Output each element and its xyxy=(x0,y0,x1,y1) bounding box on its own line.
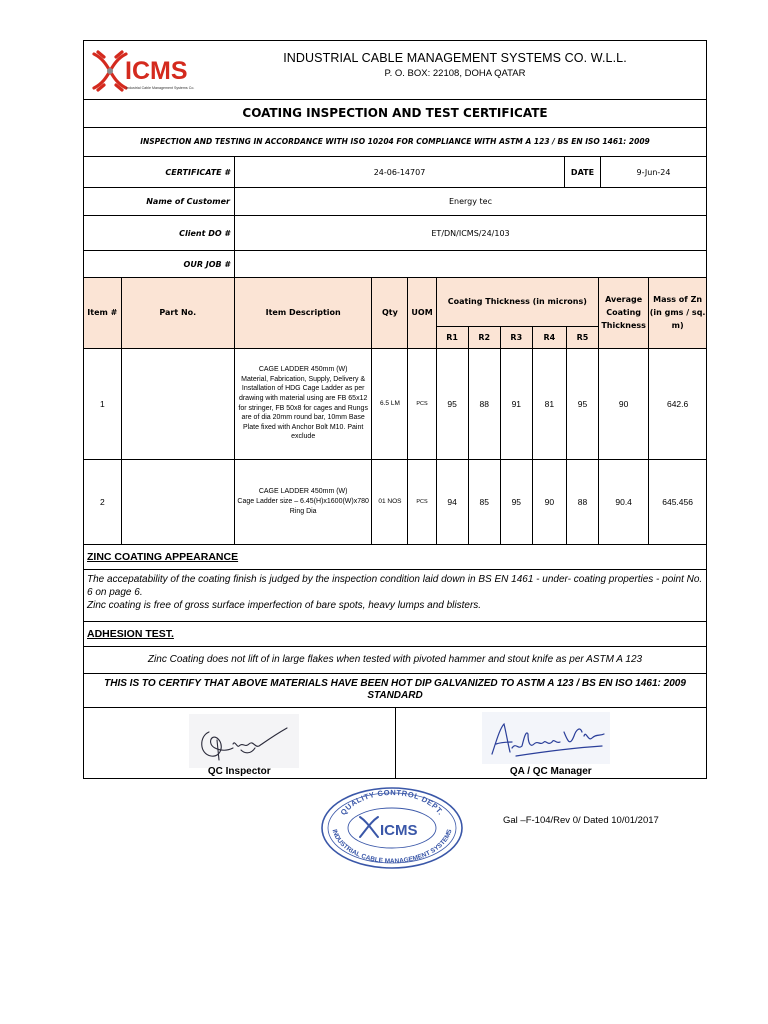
cell-r1: 95 xyxy=(436,348,468,459)
standard-statement: INSPECTION AND TESTING IN ACCORDANCE WITH ISO 10204 FOR COMPLIANCE WITH ASTM A 123 / BS EN ISO 1461: 2009 xyxy=(84,128,706,157)
cell-mass: 642.6 xyxy=(649,348,706,459)
customer-label: Name of Customer xyxy=(84,188,235,215)
letterhead xyxy=(84,41,706,100)
qc-inspector-box xyxy=(84,708,396,778)
items-section xyxy=(84,278,706,545)
our-job-row xyxy=(84,251,706,278)
company-address: P. O. BOX: 22108, DOHA QATAR xyxy=(384,68,526,79)
header-r3: R3 xyxy=(500,326,532,348)
certificate-number: 24-06-14707 xyxy=(235,157,565,187)
header-item: Item # xyxy=(84,278,121,348)
qa-qc-manager-box xyxy=(396,708,707,778)
client-do-value: ET/DN/ICMS/24/103 xyxy=(431,228,510,238)
qc-inspector-label: QC Inspector xyxy=(207,766,271,777)
stamp-bottom-text: INDUSTRIAL CABLE MANAGEMENT SYSTEMS xyxy=(330,828,454,866)
logo-text: ICMS xyxy=(125,57,188,85)
zinc-coating-text-1: The accepatability of the coating finish is judged by the inspection condition laid down in BS EN 1461 - under- coating properties - point No. 6 on page 6. xyxy=(87,574,703,598)
items-table xyxy=(84,278,706,544)
cell-r3: 95 xyxy=(500,459,532,544)
qc-inspector-signature xyxy=(189,714,299,768)
date-value: 9-Jun-24 xyxy=(636,167,671,177)
header-r4: R4 xyxy=(532,326,566,348)
certificate-label: CERTIFICATE # xyxy=(84,157,235,187)
stamp-top-text: QUALITY CONTROL DEPT. xyxy=(338,787,446,817)
our-job-value xyxy=(235,251,706,277)
header-average: Average Coating Thickness xyxy=(599,278,649,348)
header-part-no: Part No. xyxy=(121,278,234,348)
quality-control-stamp xyxy=(318,785,466,871)
cell-average: 90.4 xyxy=(599,459,649,544)
cell-r3: 91 xyxy=(500,348,532,459)
client-do-row xyxy=(84,216,706,251)
certificate-row xyxy=(84,157,706,188)
customer-row xyxy=(84,188,706,216)
stamp-logo-mark xyxy=(360,817,378,837)
cell-qty: 01 NOS xyxy=(372,459,408,544)
description-title: CAGE LADDER 450mm (W) xyxy=(258,488,348,496)
signature-row xyxy=(84,708,706,778)
stamp-logo-text: ICMS xyxy=(380,822,418,839)
header-r1: R1 xyxy=(436,326,468,348)
header-r5: R5 xyxy=(566,326,598,348)
description-title: CAGE LADDER 450mm (W) xyxy=(258,366,348,374)
adhesion-text: Zinc Coating does not lift of in large flakes when tested with pivoted hammer and stout knife as per ASTM A 123 xyxy=(84,647,706,674)
adhesion-heading: ADHESION TEST. xyxy=(84,622,706,647)
header-description: Item Description xyxy=(234,278,371,348)
cell-r4: 90 xyxy=(532,459,566,544)
our-job-label: OUR JOB # xyxy=(84,251,235,277)
cell-description xyxy=(234,459,371,544)
cell-part-no xyxy=(121,459,234,544)
logo-subtext: Industrial Cable Management Systems Co. xyxy=(126,86,195,90)
description-text: Cage Ladder size – 6.45(H)x1600(W)x780 Ring Dia xyxy=(237,497,369,515)
cell-part-no xyxy=(121,348,234,459)
certification-statement: THIS IS TO CERTIFY THAT ABOVE MATERIALS HAVE BEEN HOT DIP GALVANIZED TO ASTM A 123 / BS EN ISO 1461: 2009 STANDARD xyxy=(84,674,706,708)
header-uom: UOM xyxy=(408,278,436,348)
cell-qty: 6.5 LM xyxy=(372,348,408,459)
cell-r4: 81 xyxy=(532,348,566,459)
cell-r2: 85 xyxy=(468,459,500,544)
cell-r1: 94 xyxy=(436,459,468,544)
cell-item: 1 xyxy=(84,348,121,459)
customer-value: Energy tec xyxy=(448,197,492,206)
table-row xyxy=(84,459,706,544)
certificate xyxy=(83,40,707,779)
zinc-coating-heading: ZINC COATING APPEARANCE xyxy=(84,545,706,570)
header-r2: R2 xyxy=(468,326,500,348)
cell-r5: 95 xyxy=(566,348,598,459)
icms-logo xyxy=(90,48,202,94)
cell-uom: PCS xyxy=(408,348,436,459)
zinc-coating-section xyxy=(84,570,706,622)
header-qty: Qty xyxy=(372,278,408,348)
svg-text:QUALITY CONTROL DEPT. xyxy=(339,788,446,817)
cell-r2: 88 xyxy=(468,348,500,459)
cell-average: 90 xyxy=(599,348,649,459)
table-header-row xyxy=(84,278,706,326)
certificate-title: COATING INSPECTION AND TEST CERTIFICATE xyxy=(84,100,706,128)
client-do-label: Client DO # xyxy=(84,216,235,250)
table-row xyxy=(84,348,706,459)
document-reference: Gal –F-104/Rev 0/ Dated 10/01/2017 xyxy=(503,815,659,826)
qa-qc-manager-signature xyxy=(482,712,610,764)
qa-qc-manager-label: QA / QC Manager xyxy=(509,766,592,777)
zinc-coating-text-2: Zinc coating is free of gross surface imperfection of bare spots, heavy lumps and blisters. xyxy=(87,600,482,611)
cell-description xyxy=(234,348,371,459)
date-label: DATE xyxy=(565,157,601,187)
header-coating-thickness: Coating Thickness (in microns) xyxy=(436,278,599,326)
cell-item: 2 xyxy=(84,459,121,544)
header-mass: Mass of Zn (in gms / sq. m) xyxy=(649,278,706,348)
company-name: INDUSTRIAL CABLE MANAGEMENT SYSTEMS CO. W.L.L. xyxy=(283,51,627,65)
cell-uom: PCS xyxy=(408,459,436,544)
cell-r5: 88 xyxy=(566,459,598,544)
description-text: Material, Fabrication, Supply, Delivery & Installation of HDG Cage Ladder as per drawing with material using are FB 65x12 for stringer, FB 50x8 for cages and Rungs are of dia 20mm round bar, 10mm Base Plate fixed with Anchor Bolt M10. Paint exclude xyxy=(238,375,368,441)
cell-mass: 645.456 xyxy=(649,459,706,544)
